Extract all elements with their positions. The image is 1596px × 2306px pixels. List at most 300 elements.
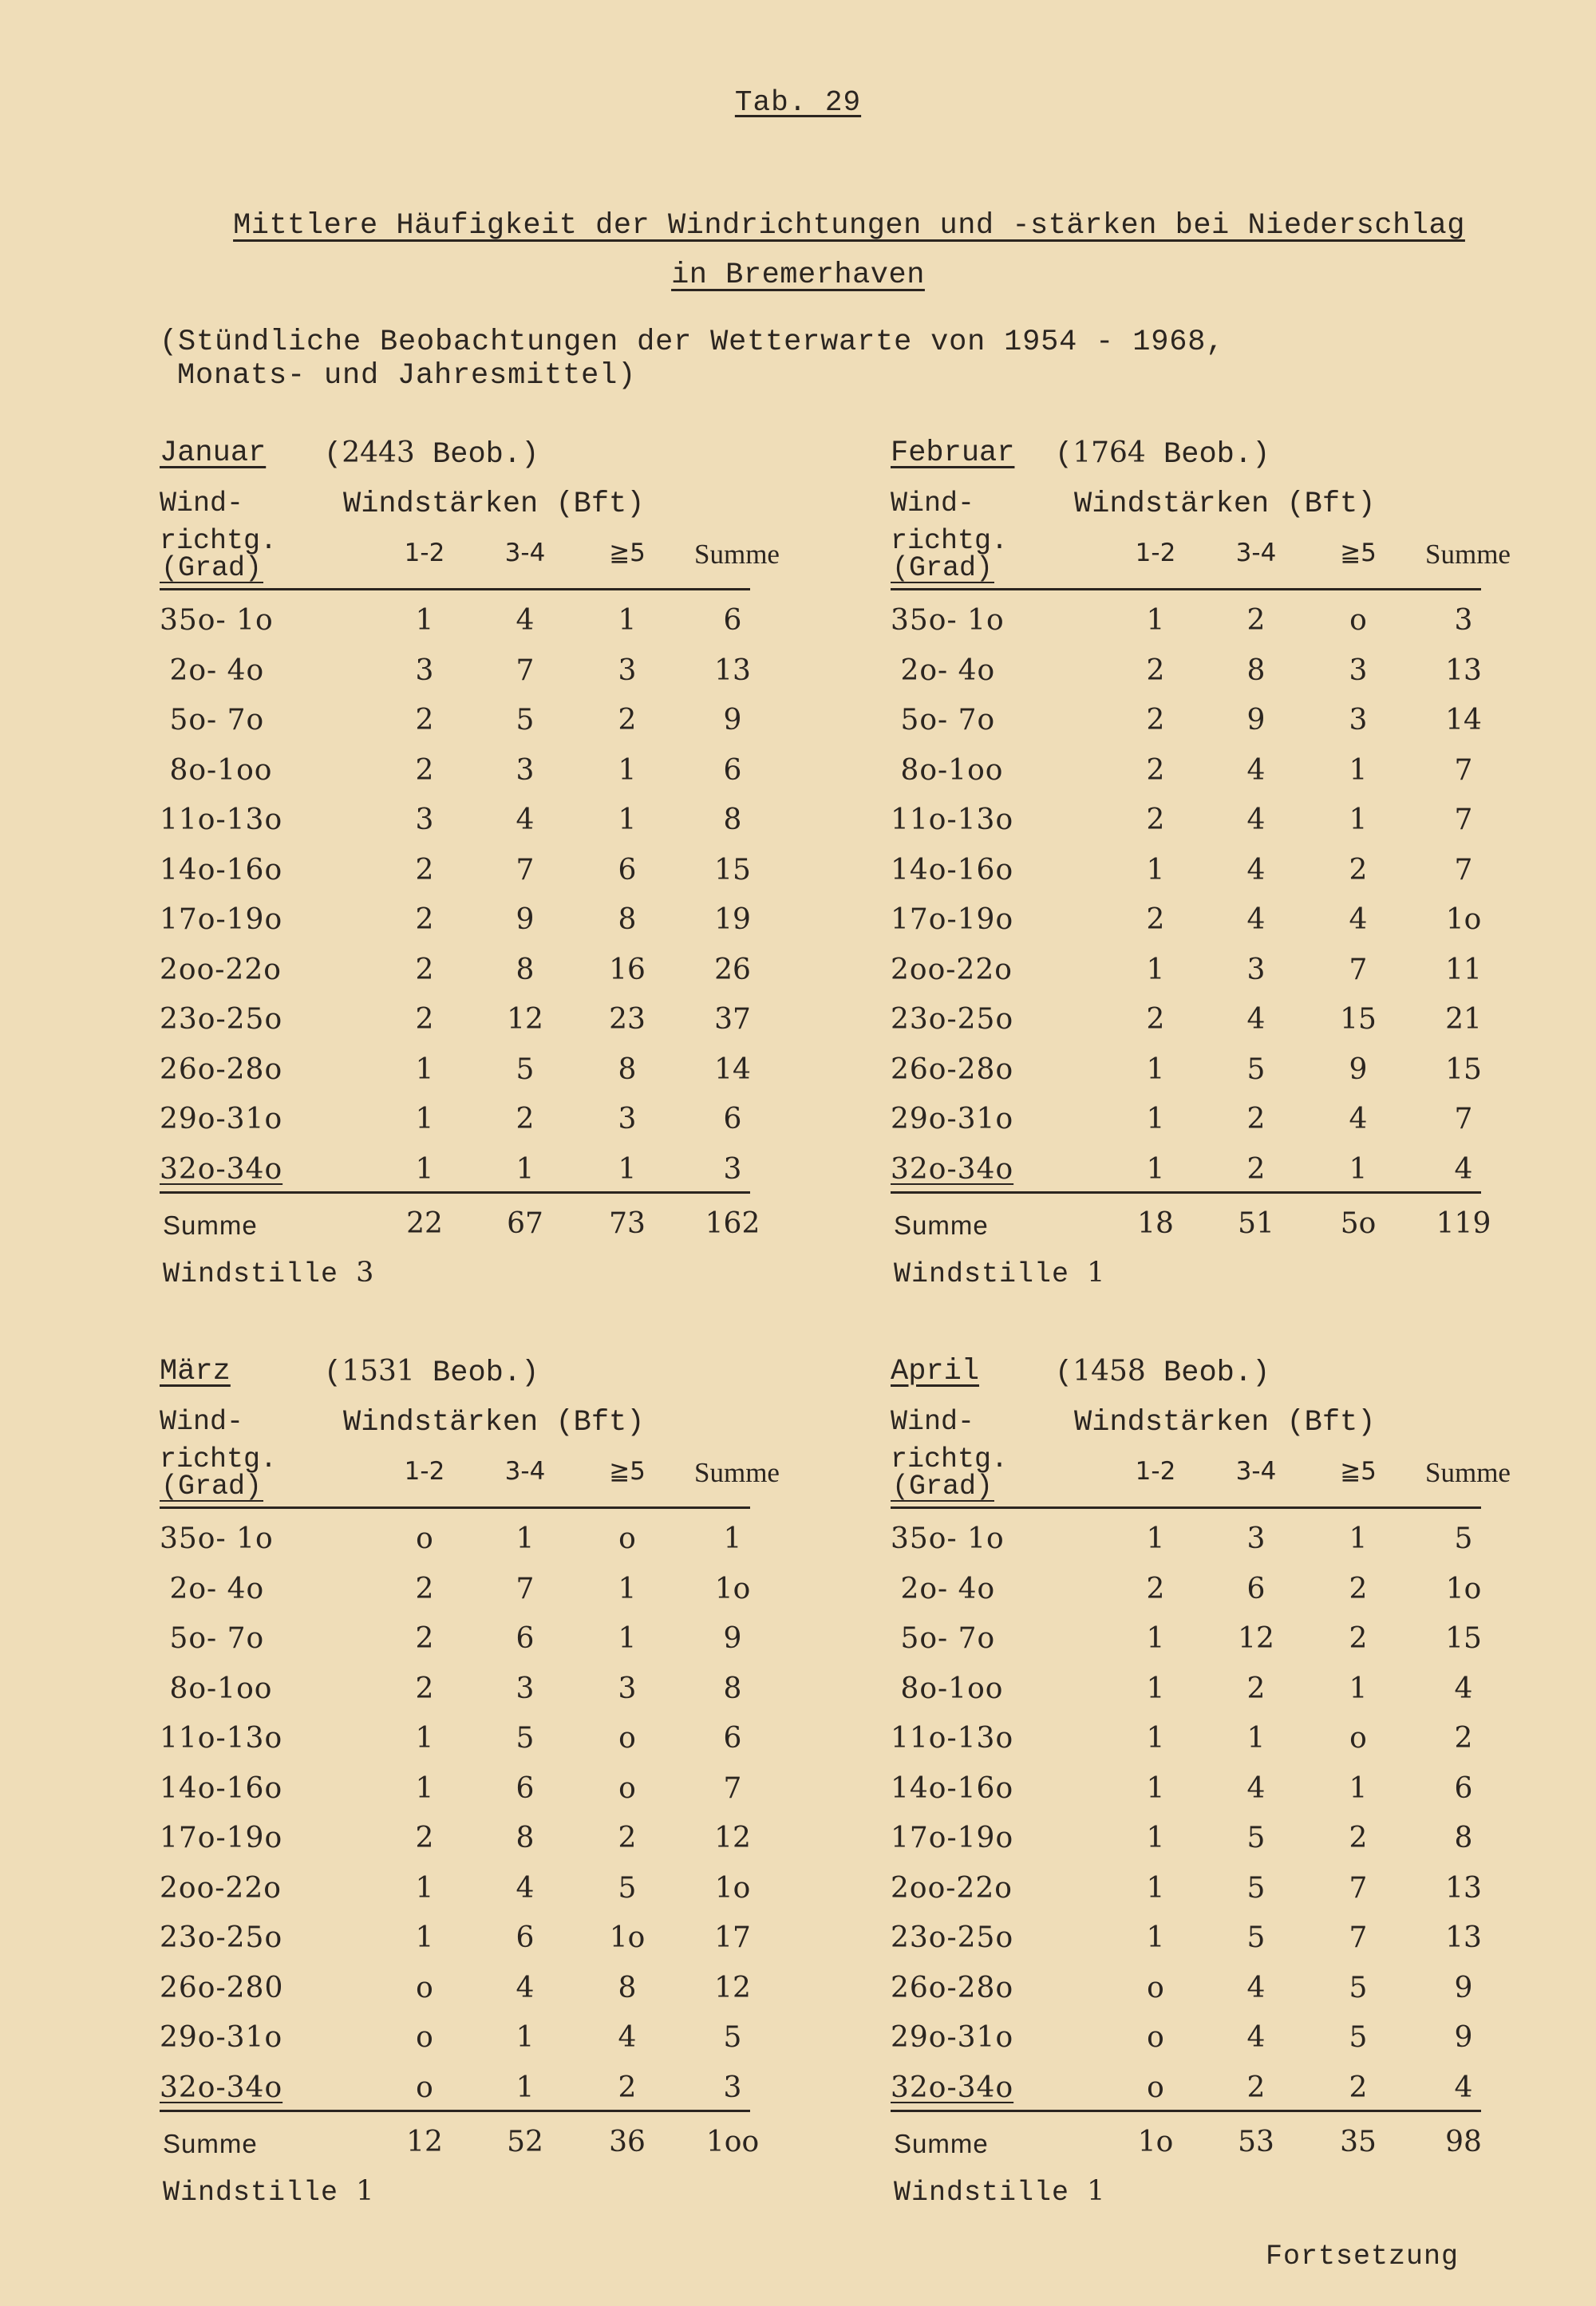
wind-direction: 11o-13o [891,804,1014,836]
cell-value: o [1147,2071,1164,2104]
table-row [158,1921,764,1971]
cell-value: 7 [516,853,535,886]
cell-value: 1 [415,1052,434,1086]
wind-direction: 8o-1oo [891,753,1004,787]
cell-value: o [1349,604,1367,637]
sum-value: 1o [1137,2126,1174,2158]
table-note-line2: Monats- und Jahresmittel) [177,359,637,393]
wind-direction: 23o-25o [891,1921,1014,1954]
wind-direction: 17o-19o [891,903,1014,936]
header-rule [891,588,1481,590]
column-header-grad: (Grad) [892,1471,994,1502]
cell-value: 2 [1246,1103,1266,1135]
cell-value: o [618,1722,636,1755]
cell-value: 1 [1349,1152,1368,1186]
table-row [158,1573,764,1622]
wind-direction: 32o-34o [160,1152,283,1186]
table-note-line1: (Stündliche Beobachtungen der Wetterwarte von 1954 - 1968, [160,326,1225,359]
cell-value: 2 [1146,704,1165,736]
wind-direction: 32o-34o [891,1152,1014,1186]
cell-value: 1 [1349,1771,1368,1805]
table-row [158,1522,764,1572]
cell-value: 2 [415,753,434,787]
cell-value: 1o [1445,1572,1482,1605]
column-header-richtg: richtg. [160,525,278,557]
wind-direction: 14o-16o [160,853,283,886]
windstille-row [163,1257,374,1290]
cell-value: 1 [1146,853,1165,886]
column-header-col-sum: Summe [694,539,780,570]
sum-value: 51 [1238,1207,1274,1240]
column-header-col-5: ≧5 [1340,539,1377,567]
cell-value: 2 [1146,903,1165,936]
cell-value: 1 [1146,1771,1165,1805]
cell-value: 26 [714,953,751,986]
cell-value: 1 [415,604,434,637]
table-row [889,1522,1495,1572]
cell-value: o [618,1771,636,1805]
cell-value: 1 [1146,953,1165,986]
wind-direction: 8o-1oo [160,1672,273,1705]
wind-direction: 23o-25o [160,1003,283,1036]
wind-direction: 11o-13o [160,1722,283,1755]
column-header-col-sum: Summe [694,1457,780,1488]
cell-value: 4 [618,2021,637,2054]
cell-value: 3 [1349,653,1368,687]
month-name: März [160,1355,231,1388]
table-row [889,1872,1495,1921]
column-header-richtg: richtg. [891,1443,1009,1475]
wind-direction: 5o- 7o [160,1622,265,1655]
wind-direction: 5o- 7o [891,1622,996,1655]
column-header-col-5: ≧5 [1340,1457,1377,1486]
sum-rule [160,2110,750,2112]
cell-value: 13 [1445,1871,1482,1905]
wind-direction: 11o-13o [891,1722,1014,1755]
cell-value: 16 [609,953,646,986]
obs-prefix: ( [324,1356,342,1390]
column-header-col-sum: Summe [1425,539,1511,570]
cell-value: 8 [723,1672,742,1705]
table-row [158,2071,764,2121]
cell-value: 1 [415,1771,434,1805]
cell-value: 17 [714,1921,751,1954]
obs-suffix: Beob.) [1145,1356,1270,1390]
wind-direction: 29o-31o [160,1103,283,1135]
sum-value: 73 [609,1207,646,1240]
cell-value: 4 [516,1871,535,1905]
continuation-note: Fortsetzung [1266,2241,1460,2272]
cell-value: 4 [516,804,535,836]
table-row [889,1103,1495,1152]
cell-value: 2 [415,704,434,736]
table-row [889,754,1495,804]
cell-value: 7 [1454,753,1473,787]
cell-value: 7 [1349,953,1368,986]
cell-value: 4 [1246,853,1266,886]
sum-value: 12 [406,2126,443,2158]
cell-value: 2 [1146,1572,1165,1605]
cell-value: 5 [1246,1871,1266,1905]
sum-rule [891,2110,1481,2112]
cell-value: 15 [1445,1622,1482,1655]
column-header-col-12: 1-2 [404,1457,445,1486]
sum-value: 53 [1238,2126,1274,2158]
obs-number: 1531 [342,1355,415,1388]
column-header-grad: (Grad) [161,1471,263,1502]
cell-value: 1 [516,2071,535,2104]
wind-direction: 35o- 1o [160,604,274,637]
cell-value: 6 [723,753,742,787]
cell-value: 4 [516,1971,535,2004]
obs-suffix: Beob.) [414,1356,539,1390]
cell-value: 7 [1349,1921,1368,1954]
cell-value: 1 [415,1921,434,1954]
table-row [889,903,1495,953]
cell-value: 1 [723,1522,742,1555]
column-header-col-34: 3-4 [1235,539,1277,567]
windstille-value: 1 [1087,2175,1106,2207]
cell-value: 2 [415,1003,434,1036]
wind-direction: 2oo-22o [160,953,282,986]
cell-value: 9 [1246,704,1266,736]
table-row [158,1822,764,1871]
cell-value: 4 [1246,1003,1266,1036]
cell-value: 6 [1454,1771,1473,1805]
wind-direction: 29o-31o [891,2021,1014,2054]
cell-value: 5 [723,2021,742,2054]
wind-direction: 23o-25o [891,1003,1014,1036]
cell-value: 2 [1246,604,1266,637]
sum-row [158,2126,764,2175]
table-row [158,1772,764,1822]
column-header-windstaerken: Windstärken (Bft) [343,1406,645,1439]
table-row [889,1972,1495,2021]
cell-value: 6 [516,1622,535,1655]
column-header-windstaerken: Windstärken (Bft) [1074,488,1376,521]
cell-value: 4 [1246,804,1266,836]
wind-direction: 2o- 4o [891,653,996,687]
table-row [889,1053,1495,1103]
column-header-richtg: richtg. [891,525,1009,557]
column-header-grad: (Grad) [161,552,263,584]
month-table-february [889,435,1511,1290]
table-row [158,654,764,704]
obs-number: 1458 [1073,1355,1146,1388]
cell-value: 6 [516,1921,535,1954]
wind-direction: 17o-19o [891,1822,1014,1854]
obs-prefix: ( [324,438,342,472]
cell-value: 3 [415,653,434,687]
header-rule [160,1506,750,1509]
column-header-col-sum: Summe [1425,1457,1511,1488]
cell-value: 6 [618,853,637,886]
wind-direction: 8o-1oo [160,753,273,787]
wind-direction: 2oo-22o [891,953,1013,986]
wind-direction: 5o- 7o [891,704,996,736]
cell-value: 3 [723,1152,742,1186]
table-row [158,604,764,653]
table-number: Tab. 29 [734,86,862,119]
cell-value: 23 [609,1003,646,1036]
cell-value: 4 [1349,1103,1368,1135]
cell-value: 1 [1146,1672,1165,1705]
sum-value: 18 [1137,1207,1174,1240]
table-row [889,604,1495,653]
cell-value: 2 [415,1572,434,1605]
table-row [889,1573,1495,1622]
windstille-value: 1 [1087,1257,1106,1289]
cell-value: 4 [1349,903,1368,936]
cell-value: 8 [1454,1822,1473,1854]
table-row [158,903,764,953]
column-header-grad: (Grad) [892,552,994,584]
cell-value: 3 [618,653,637,687]
wind-direction: 2o- 4o [160,653,265,687]
table-row [889,954,1495,1003]
table-row [889,804,1495,853]
cell-value: 4 [1246,903,1266,936]
cell-value: 1 [516,1522,535,1555]
cell-value: 1 [1349,1522,1368,1555]
cell-value: 37 [714,1003,751,1036]
cell-value: 2 [1349,1822,1368,1854]
cell-value: 1 [1246,1722,1266,1755]
cell-value: 2 [1349,1622,1368,1655]
cell-value: 5 [1246,1822,1266,1854]
cell-value: 4 [516,604,535,637]
observation-count [324,1355,539,1390]
windstille-row [894,2175,1105,2209]
cell-value: 1 [1349,804,1368,836]
cell-value: 3 [1349,704,1368,736]
column-header-col-5: ≧5 [609,539,646,567]
cell-value: o [1349,1722,1367,1755]
cell-value: 7 [516,653,535,687]
windstille-value: 3 [356,1257,375,1289]
cell-value: 5 [516,1722,535,1755]
cell-value: 5 [1246,1052,1266,1086]
observation-count [324,436,539,472]
column-header-wind: Wind- [160,1406,244,1438]
cell-value: 1 [1146,1152,1165,1186]
cell-value: 3 [516,753,535,787]
table-row [889,654,1495,704]
observation-count [1055,436,1270,472]
cell-value: 1 [415,1103,434,1135]
table-row [158,954,764,1003]
wind-direction: 26o-28o [891,1052,1014,1086]
table-row [889,1772,1495,1822]
table-row [158,1722,764,1771]
cell-value: 2 [618,2071,637,2104]
cell-value: 5 [618,1871,637,1905]
table-row [158,1622,764,1672]
column-header-col-34: 3-4 [1235,1457,1277,1486]
cell-value: 4 [1454,1152,1473,1186]
cell-value: 12 [1238,1622,1274,1655]
cell-value: o [1147,2021,1164,2054]
windstille-value: 1 [356,2175,375,2207]
month-name: Januar [160,436,267,470]
cell-value: 1 [1146,1921,1165,1954]
table-row [889,1672,1495,1722]
wind-direction: 26o-280 [160,1971,284,2004]
cell-value: 1 [1146,1622,1165,1655]
wind-direction: 14o-16o [160,1771,283,1805]
month-name: April [891,1355,980,1388]
cell-value: 2 [618,704,637,736]
sum-value: 119 [1436,1207,1491,1240]
cell-value: 8 [516,1822,535,1854]
windstille-label: Windstille [163,1258,339,1290]
table-row [889,1003,1495,1052]
table-row [158,854,764,903]
cell-value: 1o [714,1871,751,1905]
cell-value: 1o [609,1921,646,1954]
cell-value: 1 [1146,604,1165,637]
sum-value: 36 [609,2126,646,2158]
table-row [889,1622,1495,1672]
cell-value: 6 [516,1771,535,1805]
cell-value: 1 [618,1572,637,1605]
sum-rule [160,1191,750,1194]
cell-value: 5 [1349,1971,1368,2004]
obs-suffix: Beob.) [414,438,539,472]
cell-value: 2 [1146,804,1165,836]
cell-value: 5 [1454,1522,1473,1555]
cell-value: 6 [1246,1572,1266,1605]
column-header-wind: Wind- [891,1406,975,1438]
cell-value: 1 [618,1622,637,1655]
cell-value: 4 [1246,1971,1266,2004]
cell-value: 1o [1445,903,1482,936]
column-header-col-12: 1-2 [1135,1457,1176,1486]
windstille-label: Windstille [894,2177,1070,2209]
cell-value: 7 [723,1771,742,1805]
cell-value: 1 [415,1152,434,1186]
sum-label: Summe [894,1210,989,1240]
cell-value: 12 [714,1971,751,2004]
cell-value: 8 [618,1971,637,2004]
table-row [889,1153,1495,1202]
cell-value: 2 [415,903,434,936]
sum-label: Summe [894,2129,989,2158]
obs-suffix: Beob.) [1145,438,1270,472]
wind-direction: 29o-31o [160,2021,283,2054]
sum-label: Summe [163,2129,258,2158]
cell-value: 2 [1246,1672,1266,1705]
cell-value: 6 [723,1722,742,1755]
cell-value: 2 [1146,753,1165,787]
wind-direction: 8o-1oo [891,1672,1004,1705]
cell-value: 1 [1146,1722,1165,1755]
cell-value: 13 [714,653,751,687]
table-row [889,2021,1495,2071]
sum-row [158,1207,764,1257]
cell-value: 14 [714,1052,751,1086]
cell-value: 7 [1454,804,1473,836]
cell-value: 8 [516,953,535,986]
wind-direction: 23o-25o [160,1921,283,1954]
wind-direction: 14o-16o [891,853,1014,886]
cell-value: 3 [1246,1522,1266,1555]
cell-value: 3 [1454,604,1473,637]
column-header-col-12: 1-2 [404,539,445,567]
cell-value: 3 [1246,953,1266,986]
cell-value: o [416,1522,433,1555]
cell-value: 2 [516,1103,535,1135]
cell-value: 1 [618,604,637,637]
cell-value: 2 [415,1672,434,1705]
wind-direction: 32o-34o [160,2071,283,2104]
wind-direction: 2o- 4o [160,1572,265,1605]
wind-direction: 35o- 1o [160,1522,274,1555]
wind-direction: 11o-13o [160,804,283,836]
sum-row [889,1207,1495,1257]
sum-value: 162 [705,1207,760,1240]
sum-value: 5o [1340,1207,1377,1240]
column-header-windstaerken: Windstärken (Bft) [343,488,645,521]
wind-direction: 2oo-22o [891,1871,1013,1905]
cell-value: 1 [516,1152,535,1186]
table-row [158,754,764,804]
cell-value: 1 [415,1871,434,1905]
table-row [158,2021,764,2071]
cell-value: 6 [723,1103,742,1135]
sum-value: 98 [1445,2126,1482,2158]
table-row [158,1872,764,1921]
cell-value: 1o [714,1572,751,1605]
cell-value: 1 [1146,1052,1165,1086]
month-table-january [158,435,780,1290]
cell-value: 7 [1349,1871,1368,1905]
cell-value: 1 [1146,1103,1165,1135]
cell-value: 19 [714,903,751,936]
column-header-col-34: 3-4 [504,539,546,567]
cell-value: 2 [1349,853,1368,886]
cell-value: 11 [1445,953,1482,986]
table-row [158,1053,764,1103]
cell-value: 2 [1246,1152,1266,1186]
cell-value: o [416,2021,433,2054]
obs-prefix: ( [1055,1356,1073,1390]
obs-number: 1764 [1073,436,1146,469]
observation-count [1055,1355,1270,1390]
table-row [158,804,764,853]
cell-value: 7 [516,1572,535,1605]
cell-value: 2 [1349,2071,1368,2104]
cell-value: 1 [516,2021,535,2054]
cell-value: 12 [714,1822,751,1854]
cell-value: 4 [1246,753,1266,787]
sum-label: Summe [163,1210,258,1240]
column-header-col-5: ≧5 [609,1457,646,1486]
cell-value: 8 [723,804,742,836]
windstille-label: Windstille [163,2177,339,2209]
cell-value: 1 [1349,753,1368,787]
cell-value: 2 [1146,653,1165,687]
cell-value: 9 [723,1622,742,1655]
cell-value: 9 [516,903,535,936]
cell-value: 15 [1340,1003,1377,1036]
cell-value: 9 [723,704,742,736]
table-row [158,1672,764,1722]
cell-value: 3 [618,1103,637,1135]
sum-value: 67 [507,1207,543,1240]
sum-value: 1oo [705,2126,760,2158]
cell-value: 9 [1349,1052,1368,1086]
